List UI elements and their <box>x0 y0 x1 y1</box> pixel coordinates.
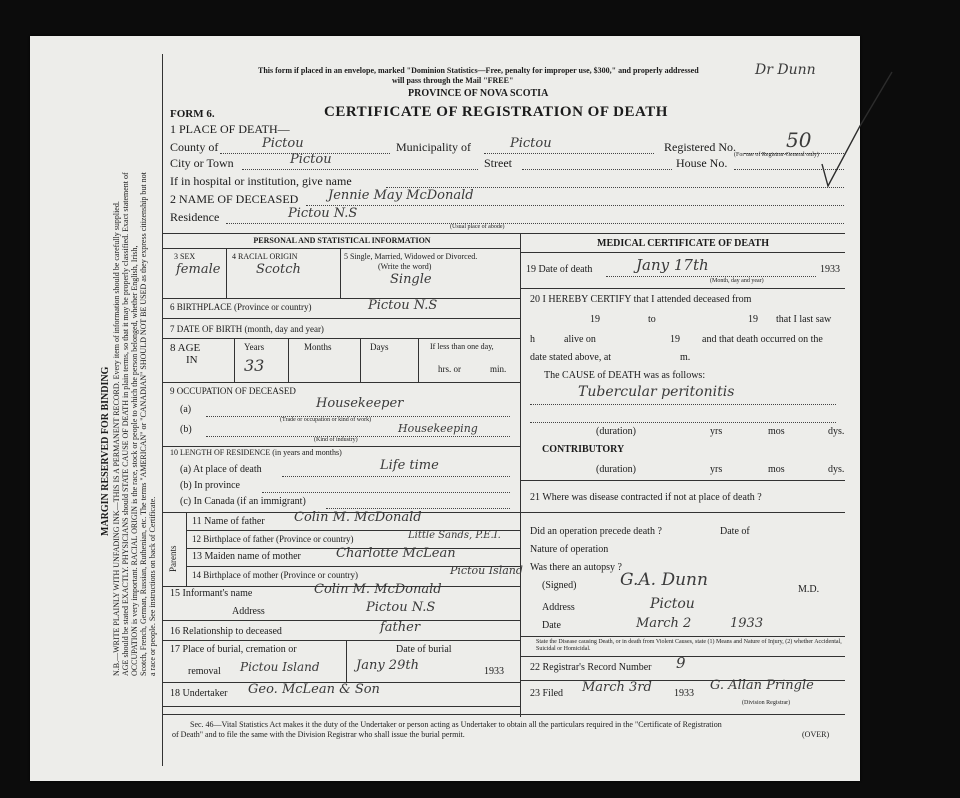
age-in: IN <box>186 354 198 366</box>
racial-label: 4 RACIAL ORIGIN <box>232 252 298 261</box>
contracted-label: 21 Where was disease contracted if not at place of death ? <box>530 492 762 503</box>
yrs-1: yrs <box>710 426 723 437</box>
margin-rule <box>162 54 163 766</box>
registrar-note: (Division Registrar) <box>742 700 791 706</box>
duration-1: (duration) <box>596 426 636 437</box>
yrs-2: yrs <box>710 464 723 475</box>
registered-note: (For use of Registrar-General only) <box>734 152 819 158</box>
undertaker-value: Geo. McLean & Son <box>248 682 380 697</box>
lessday-label: If less than one day, <box>430 342 494 351</box>
duration-2: (duration) <box>596 464 636 475</box>
province: PROVINCE OF NOVA SCOTIA <box>408 88 549 99</box>
burial-date-label: Date of burial <box>396 644 452 655</box>
res-b-label: (b) In province <box>180 480 240 491</box>
municipality-label: Municipality of <box>396 140 471 154</box>
med-year: 1933 <box>730 616 764 631</box>
parents-label: Parents <box>168 545 178 572</box>
street-label: Street <box>484 156 512 170</box>
h-label: h <box>530 334 535 345</box>
violent-causes-note: State the Disease causing Death, or in death from Violent Causes, state (1) Means and Nature of Injury, (2) whether Accidental, Suicidal or Homicidal. <box>536 639 842 652</box>
municipality-value: Pictou <box>510 136 552 151</box>
min-label: min. <box>490 364 507 374</box>
father-label: 11 Name of father <box>192 516 265 527</box>
marital-note: (Write the word) <box>378 262 432 271</box>
sex-label: 3 SEX <box>174 252 196 261</box>
med-address-value: Pictou <box>650 596 695 612</box>
age-years: 33 <box>244 356 265 375</box>
registered-value: 50 <box>786 128 812 152</box>
margin-title: MARGIN RESERVED FOR BINDING <box>100 366 111 536</box>
months-label: Months <box>304 342 332 352</box>
envelope-note-2: will pass through the Mail "FREE" <box>392 76 514 85</box>
deceased-name: Jennie May McDonald <box>328 188 474 203</box>
burial-place: Pictou Island <box>240 660 320 674</box>
signed-label: (Signed) <box>542 580 577 591</box>
house-label: House No. <box>676 156 728 170</box>
res-c-label: (c) In Canada (if an immigrant) <box>180 496 306 507</box>
informant-address-value: Pictou N.S <box>366 600 436 615</box>
med-date-label: Date <box>542 620 561 631</box>
registrar-value: G. Allan Pringle <box>710 678 814 693</box>
place-heading: 1 PLACE OF DEATH— <box>170 122 290 136</box>
footer-over: (OVER) <box>802 730 830 739</box>
nature-label: Nature of operation <box>530 544 609 555</box>
county-label: County of <box>170 140 219 154</box>
county-value: Pictou <box>262 136 304 151</box>
certify-to: to <box>648 314 656 325</box>
m-label: m. <box>680 352 691 363</box>
res-a-value: Life time <box>380 458 439 473</box>
city-value: Pictou <box>290 152 332 167</box>
mother-birth-label: 14 Birthplace of mother (Province or country) <box>192 570 358 580</box>
dob-label: 7 DATE OF BIRTH (month, day and year) <box>170 324 324 334</box>
certify-19b: 19 <box>748 314 758 325</box>
res-a-label: (a) At place of death <box>180 464 262 475</box>
certify-19a: 19 <box>590 314 600 325</box>
hospital-label: If in hospital or institution, give name <box>170 174 352 188</box>
burial-date: Jany 29th <box>356 658 419 673</box>
page-title: CERTIFICATE OF REGISTRATION OF DEATH <box>324 104 668 120</box>
mother-birth-value: Pictou Island <box>450 564 523 577</box>
mother-label: 13 Maiden name of mother <box>192 551 301 562</box>
informant-address-label: Address <box>232 606 265 617</box>
margin-line-5: a race or people. See instructions on back of Certificate. <box>148 496 157 676</box>
occ-b-label: (b) <box>180 424 192 435</box>
autopsy-label: Was there an autopsy ? <box>530 562 622 573</box>
father-value: Colin M. McDonald <box>294 510 422 525</box>
signed-value: G.A. Dunn <box>620 570 708 590</box>
date-stated-label: date stated above, at <box>530 352 612 363</box>
envelope-note: This form if placed in an envelope, marked "Dominion Statistics—Free, penalty for improper use, $300," and properly addressed <box>258 66 699 75</box>
operation-date-label: Date of <box>720 526 750 537</box>
filed-year: 1933 <box>674 688 694 699</box>
death-date: Jany 17th <box>636 256 709 274</box>
relationship-value: father <box>380 620 421 635</box>
occ-b-value: Housekeeping <box>398 422 478 435</box>
footer-sec46: Sec. 46—Vital Statistics Act makes it the duty of the Undertaker or person acting as Undertaker to obtain all the particulars required in the "Certificate of Registration <box>190 720 722 729</box>
father-birth-value: Little Sands, P.E.I. <box>408 530 501 541</box>
sex-value: female <box>176 262 221 277</box>
birthplace-value: Pictou N.S <box>368 298 438 313</box>
dys-2: dys. <box>828 464 845 475</box>
relationship-label: 16 Relationship to deceased <box>170 626 282 637</box>
marital-value: Single <box>390 272 432 287</box>
birthplace-label: 6 BIRTHPLACE (Province or country) <box>170 302 312 312</box>
racial-value: Scotch <box>256 262 301 277</box>
informant-value: Colin M. McDonald <box>314 582 442 597</box>
death-date-note: (Month, day and year) <box>710 278 764 284</box>
hrs-label: hrs. or <box>438 364 461 374</box>
md-label: M.D. <box>798 584 820 595</box>
occurred-label: and that death occurred on the <box>702 334 823 345</box>
filed-value: March 3rd <box>582 680 652 695</box>
margin-line-1: N.B.—WRITE PLAINLY WITH UNFADING INK—THIS IS A PERMANENT RECORD. Every item of information should be carefully supplied. <box>112 201 121 676</box>
personal-heading: PERSONAL AND STATISTICAL INFORMATION <box>253 236 431 245</box>
cause-label: The CAUSE of DEATH was as follows: <box>544 370 706 381</box>
death-date-label: 19 Date of death <box>526 264 593 275</box>
father-birth-label: 12 Birthplace of father (Province or country) <box>192 534 354 544</box>
margin-line-4: Scotch, French, German, Russian, Ruthenian, etc. The terms "AMERICAN" or "CANADIAN" SHOULD NOT BE USED as they express citizenship but not <box>139 172 148 676</box>
removal-label: removal <box>188 666 221 677</box>
mos-2: mos <box>768 464 785 475</box>
corner-note: Dr Dunn <box>755 62 816 78</box>
burial-label: 17 Place of burial, cremation or <box>170 644 297 655</box>
alive-label: alive on <box>564 334 596 345</box>
undertaker-label: 18 Undertaker <box>170 688 228 699</box>
last-saw: that I last saw <box>776 314 832 325</box>
medical-heading: MEDICAL CERTIFICATE OF DEATH <box>597 238 769 249</box>
mother-value: Charlotte McLean <box>336 546 456 561</box>
cause-value: Tubercular peritonitis <box>578 384 735 400</box>
form-number: FORM 6. <box>170 108 215 120</box>
death-year: 1933 <box>820 264 840 275</box>
registered-label: Registered No. <box>664 140 736 154</box>
filed-label: 23 Filed <box>530 688 564 699</box>
city-label: City or Town <box>170 156 234 170</box>
med-date: March 2 <box>636 616 692 631</box>
residence-note: (Usual place of abode) <box>450 224 505 230</box>
marital-label: 5 Single, Married, Widowed or Divorced. <box>344 252 478 261</box>
certify-19c: 19 <box>670 334 680 345</box>
contributory-label: CONTRIBUTORY <box>542 444 625 455</box>
operation-label: Did an operation precede death ? <box>530 526 662 537</box>
record-value: 9 <box>676 654 686 672</box>
med-address-label: Address <box>542 602 575 613</box>
footer-sec46b: of Death" and to file the same with the Division Registrar who shall issue the burial permit. <box>172 730 465 739</box>
occ-a-value: Housekeeper <box>316 396 404 411</box>
dys-1: dys. <box>828 426 845 437</box>
residence-label: Residence <box>170 210 220 224</box>
certify-label: 20 I HEREBY CERTIFY that I attended deceased from <box>530 294 752 305</box>
margin-line-2: AGE should be stated EXACTLY. PHYSICIANS should STATE CAUSE OF DEATH in plain terms, so that it may be properly classified. Exact statement of <box>121 172 130 676</box>
occupation-label: 9 OCCUPATION OF DECEASED <box>170 386 296 396</box>
informant-label: 15 Informant's name <box>170 588 253 599</box>
residence-value: Pictou N.S <box>288 206 358 221</box>
occ-a-label: (a) <box>180 404 192 415</box>
name-label: 2 NAME OF DECEASED <box>170 192 299 206</box>
record-label: 22 Registrar's Record Number <box>530 662 652 673</box>
occ-b-note: (Kind of industry) <box>314 437 358 443</box>
margin-line-3: OCCUPATION is very important. RACIAL ORIGIN is the race, stock or people to which the person belonged, whether English, Irish, <box>130 245 139 676</box>
check-mark-icon <box>800 66 900 206</box>
days-label: Days <box>370 342 389 352</box>
death-certificate <box>30 36 860 781</box>
mos-1: mos <box>768 426 785 437</box>
years-label: Years <box>244 342 265 352</box>
burial-year: 1933 <box>484 666 504 677</box>
occ-a-note: (Trade or occupation or kind of work) <box>280 417 372 423</box>
residence-length-label: 10 LENGTH OF RESIDENCE (in years and months) <box>170 448 342 457</box>
age-label: 8 AGE <box>170 342 201 354</box>
